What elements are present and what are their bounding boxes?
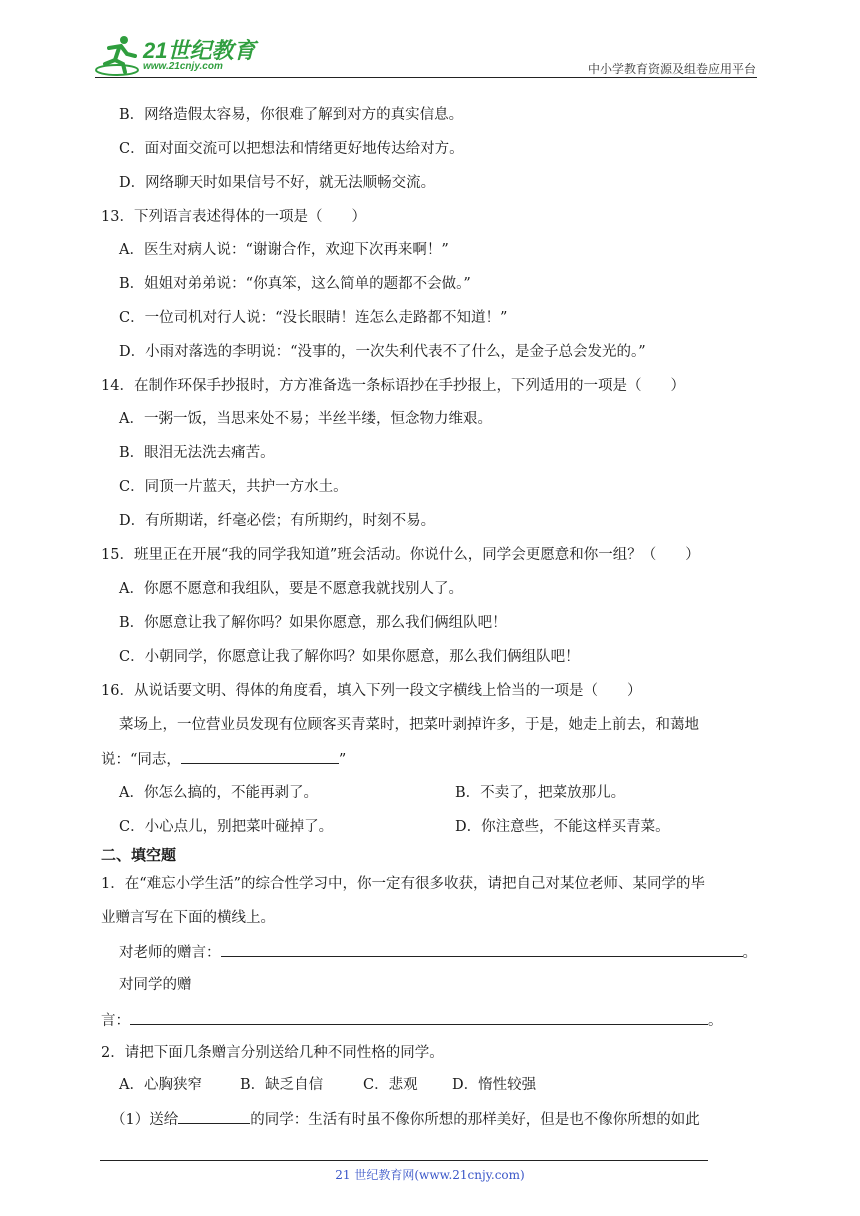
q16-passage-suffix: ” [338,752,347,768]
q16-option-d: D．你注意些，不能这样买青菜。 [455,819,670,835]
q15-option-c: C．小朝同学，你愿意让我了解你吗？如果你愿意，那么我们俩组队吧！ [119,649,580,665]
q15-stem: 15．班里正在开展“我的同学我知道”班会活动。你说什么，同学会更愿意和你一组？（ ） [101,547,700,563]
section-title-fill-blank: 二、填空题 [101,846,177,864]
q13-option-b: B．姐姐对弟弟说：“你真笨，这么简单的题都不会做。” [119,276,471,292]
header-divider [95,77,757,78]
teacher-message-line [119,942,757,963]
q12-option-b: B．网络造假太容易，你很难了解到对方的真实信息。 [119,107,464,123]
s2-q2-option-a: A．心胸狭窄 [119,1077,202,1093]
q15-option-a: A．你愿不愿意和我组队，要是不愿意我就找别人了。 [119,581,463,597]
q12-option-c: C．面对面交流可以把想法和情绪更好地传达给对方。 [119,141,464,157]
page-footer: 21 世纪教育网(www.21cnjy.com) [335,1168,525,1182]
q13-stem: 13．下列语言表述得体的一项是（ ） [101,209,366,225]
q14-option-a: A．一粥一饭，当思来处不易；半丝半缕，恒念物力维艰。 [119,411,492,427]
q13-option-d: D．小雨对落选的李明说：“没事的，一次失利代表不了什么，是金子总会发光的。” [119,344,646,360]
q15-option-b: B．你愿意让我了解你吗？如果你愿意，那么我们俩组队吧！ [119,615,507,631]
classmate-message-period: 。 [708,1013,723,1029]
q16-option-a: A．你怎么搞的，不能再剥了。 [119,785,318,801]
classmate-message-label: 对同学的赠 [119,977,192,993]
q13-option-a: A．医生对病人说：“谢谢合作，欢迎下次再来啊！” [119,242,449,258]
s2-q2-option-b: B．缺乏自信 [240,1077,324,1093]
teacher-message-blank[interactable] [221,942,743,957]
teacher-message-label: 对老师的赠言： [119,945,221,961]
logo-wordmark: 21世纪教育 [143,38,256,63]
q14-option-d: D．有所期诺，纤毫必偿；有所期约，时刻不易。 [119,513,436,529]
s2-q1-line2: 业赠言写在下面的横线上。 [101,910,275,926]
q16-stem: 16．从说话要文明、得体的角度看，填入下列一段文字横线上恰当的一项是（ ） [101,683,642,699]
q14-option-c: C．同顶一片蓝天，共护一方水土。 [119,479,348,495]
page-header [0,0,860,80]
s2-q2-stem: 2．请把下面几条赠言分别送给几种不同性格的同学。 [101,1045,444,1061]
s2-q2-item1 [111,1109,700,1130]
runner-logo-icon [95,34,141,78]
q14-stem: 14．在制作环保手抄报时，方方准备选一条标语抄在手抄报上，下列适用的一项是（ ） [101,378,685,394]
s2-q2-item1-prefix: （1）送给 [111,1112,179,1128]
q16-passage-prefix: 说：“同志， [101,752,181,768]
classmate-message-line [101,1010,723,1031]
q13-option-c: C．一位司机对行人说：“没长眼睛！连怎么走路都不知道！” [119,310,508,326]
q16-passage-line2 [101,749,346,770]
teacher-message-period: 。 [742,945,757,961]
q16-option-b: B．不卖了，把菜放那儿。 [455,785,626,801]
classmate-message-label-end: 言： [101,1013,130,1029]
q14-option-b: B．眼泪无法洗去痛苦。 [119,445,275,461]
q16-option-c: C．小心点儿，别把菜叶碰掉了。 [119,819,334,835]
logo-url: www.21cnjy.com [143,61,223,72]
q16-answer-blank[interactable] [181,749,339,764]
site-logo [95,34,265,78]
footer-divider [100,1160,708,1161]
classmate-message-blank[interactable] [130,1010,708,1025]
q16-passage-line1: 菜场上，一位营业员发现有位顾客买青菜时，把菜叶剥掉许多，于是，她走上前去，和蔼地 [119,717,699,733]
platform-name: 中小学教育资源及组卷应用平台 [587,62,756,76]
s2-q2-option-d: D．惰性较强 [452,1077,537,1093]
q12-option-d: D．网络聊天时如果信号不好，就无法顺畅交流。 [119,175,436,191]
s2-q2-option-c: C．悲观 [363,1077,418,1093]
s2-q2-item1-suffix: 的同学：生活有时虽不像你所想的那样美好，但是也不像你所想的如此 [250,1112,700,1128]
s2-q1-line1: 1．在“难忘小学生活”的综合性学习中，你一定有很多收获，请把自己对某位老师、某同学的毕 [101,876,706,892]
s2-q2-item1-blank[interactable] [178,1109,250,1124]
